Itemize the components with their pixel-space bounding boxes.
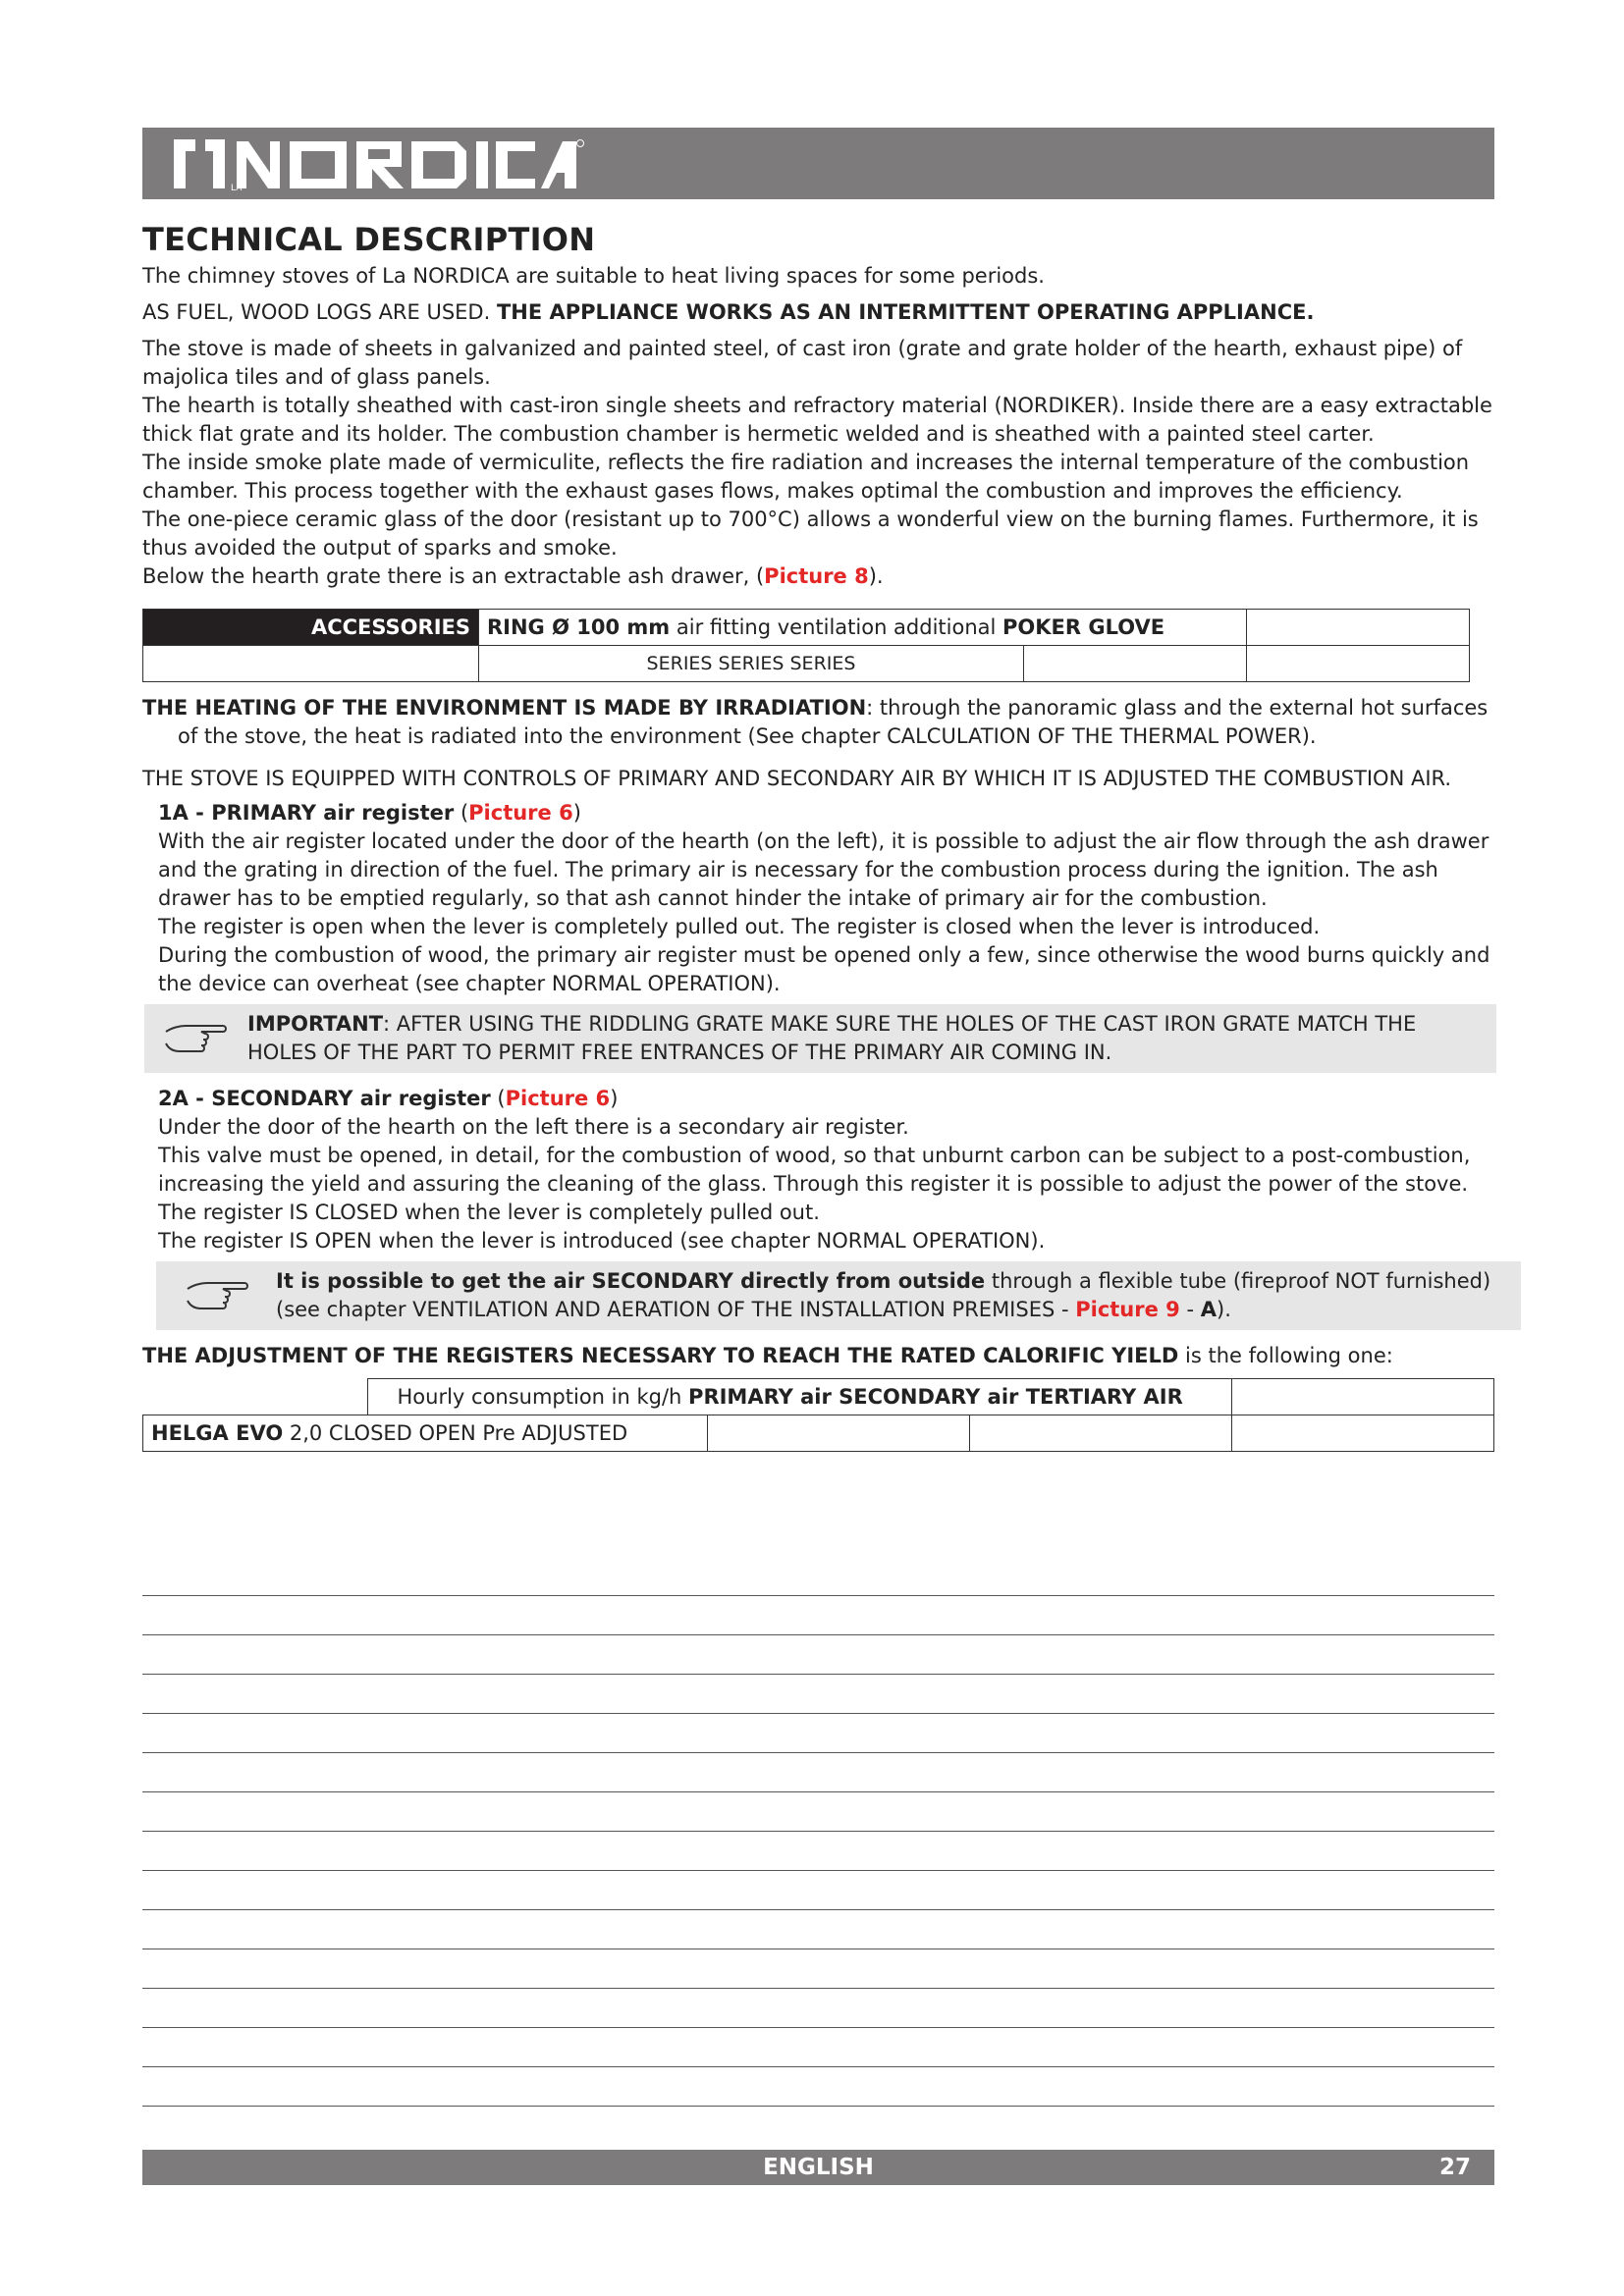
secondary-heading-text: 2A - SECONDARY air register bbox=[158, 1087, 491, 1110]
accessories-empty-cell bbox=[143, 646, 479, 682]
desc-paragraph-2: The hearth is totally sheathed with cast-iron single sheets and refractory material (NORDIKER). Inside there are a easy extractable thick flat grate and its holder. The combustion chamber is hermetic welded and is sheathed with a painted steel carter. bbox=[142, 394, 1492, 446]
la-nordica-logo bbox=[172, 133, 584, 194]
registers-values: 2,0 CLOSED OPEN Pre ADJUSTED bbox=[283, 1420, 628, 1445]
note-line bbox=[142, 1595, 1494, 1596]
registers-row bbox=[143, 1415, 708, 1452]
registers-header-bold: PRIMARY air SECONDARY air TERTIARY AIR bbox=[688, 1384, 1183, 1409]
adjust-text: is the following one: bbox=[1178, 1344, 1393, 1367]
desc-paragraph-4: The one-piece ceramic glass of the door (resistant up to 700°C) allows a wonderful view on the burning flames. Furthermore, it is thus avoided the output of sparks and smoke. bbox=[142, 507, 1479, 560]
secondary-note-a: A bbox=[1200, 1298, 1217, 1321]
note-line bbox=[142, 2027, 1494, 2028]
main-content bbox=[142, 221, 1494, 1452]
secondary-note-sep: - bbox=[1179, 1298, 1201, 1321]
registers-empty-cell bbox=[1232, 1379, 1494, 1415]
important-text: : AFTER USING THE RIDDLING GRATE MAKE SURE THE HOLES OF THE CAST IRON GRATE MATCH THE HOLES OF THE PART TO PERMIT FREE ENTRANCES OF THE PRIMARY AIR COMING IN. bbox=[247, 1012, 1417, 1064]
acc-ring-desc: air fitting ventilation additional bbox=[670, 614, 1003, 639]
secondary-paragraph-2: This valve must be opened, in detail, for the combustion of wood, so that unburnt carbon can be subject to a post-combustion, increasing the yield and assuring the cleaning of the glass. Through this register it is possible to adjust the power of the stove. bbox=[158, 1144, 1471, 1196]
primary-paren-open: ( bbox=[454, 801, 469, 825]
secondary-paragraph-3: The register IS CLOSED when the lever is completely pulled out. bbox=[158, 1201, 820, 1224]
accessories-empty-cell bbox=[1247, 646, 1470, 682]
page-number: 27 bbox=[1438, 2155, 1471, 2180]
primary-paren-close: ) bbox=[572, 801, 581, 825]
secondary-note-end: ). bbox=[1217, 1298, 1231, 1321]
footer-language: ENGLISH bbox=[763, 2155, 874, 2180]
header-bar bbox=[142, 128, 1494, 199]
note-line bbox=[142, 1752, 1494, 1753]
accessories-row-2: SERIES SERIES SERIES bbox=[479, 646, 1024, 682]
accessories-row-1 bbox=[479, 610, 1247, 646]
note-line bbox=[142, 1988, 1494, 1989]
adjust-bold: THE ADJUSTMENT OF THE REGISTERS NECESSARY TO REACH THE RATED CALORIFIC YIELD bbox=[142, 1344, 1179, 1367]
secondary-note-line-2 bbox=[276, 1296, 1509, 1324]
heating-bold: THE HEATING OF THE ENVIRONMENT IS MADE BY IRRADIATION bbox=[142, 696, 867, 720]
secondary-paragraph-1: Under the door of the hearth on the left there is a secondary air register. bbox=[158, 1115, 909, 1139]
adjust-paragraph bbox=[142, 1342, 1494, 1370]
pointing-hand-icon bbox=[162, 1016, 231, 1055]
fuel-paragraph bbox=[142, 298, 1494, 327]
secondary-heading bbox=[142, 1085, 1494, 1113]
registers-empty-cell bbox=[1232, 1415, 1494, 1452]
registers-empty-cell bbox=[143, 1379, 368, 1415]
secondary-note-line-1 bbox=[276, 1267, 1509, 1296]
note-line bbox=[142, 1870, 1494, 1871]
important-note bbox=[144, 1004, 1496, 1073]
fuel-text: AS FUEL, WOOD LOGS ARE USED. bbox=[142, 300, 497, 324]
note-line bbox=[142, 1791, 1494, 1792]
accessories-empty-cell bbox=[1247, 610, 1470, 646]
notes-lines bbox=[142, 1595, 1494, 2145]
primary-heading bbox=[142, 799, 1494, 828]
pointing-hand-icon bbox=[184, 1273, 252, 1312]
primary-heading-text: 1A - PRIMARY air register bbox=[158, 801, 455, 825]
note-line bbox=[142, 2066, 1494, 2067]
ash-text: Below the hearth grate there is an extractable ash drawer, ( bbox=[142, 564, 765, 588]
secondary-paren-close: ) bbox=[610, 1087, 619, 1110]
ash-end: ). bbox=[868, 564, 884, 588]
primary-paragraph-1: With the air register located under the door of the hearth (on the left), it is possible to adjust the air flow through the ash drawer and the grating in direction of the fuel. The primary air is necessary for the combustion process during the ignition. The ash drawer has to be emptied regularly, so that ash cannot hinder the intake of primary air for the combustion. bbox=[158, 829, 1489, 910]
registers-empty-cell bbox=[970, 1415, 1232, 1452]
secondary-picture-6-link[interactable]: Picture 6 bbox=[505, 1087, 611, 1110]
note-line bbox=[142, 1831, 1494, 1832]
desc-paragraph-1: The stove is made of sheets in galvanized and painted steel, of cast iron (grate and grate holder of the hearth, exhaust pipe) of majolica tiles and of glass panels. bbox=[142, 337, 1463, 389]
secondary-note bbox=[156, 1261, 1521, 1330]
secondary-paragraph-4: The register IS OPEN when the lever is introduced (see chapter NORMAL OPERATION). bbox=[158, 1229, 1046, 1253]
note-line bbox=[142, 1713, 1494, 1714]
secondary-note-bold: It is possible to get the air SECONDARY directly from outside bbox=[276, 1269, 986, 1293]
accessories-empty-cell bbox=[1024, 646, 1247, 682]
controls-paragraph: THE STOVE IS EQUIPPED WITH CONTROLS OF PRIMARY AND SECONDARY AIR BY WHICH IT IS ADJUSTED THE COMBUSTION AIR. bbox=[142, 767, 1452, 790]
intro-paragraph: The chimney stoves of La NORDICA are suitable to heat living spaces for some periods. bbox=[142, 264, 1045, 288]
note-line bbox=[142, 2106, 1494, 2107]
registers-model: HELGA EVO bbox=[151, 1420, 284, 1445]
fuel-bold: THE APPLIANCE WORKS AS AN INTERMITTENT OPERATING APPLIANCE. bbox=[496, 300, 1315, 324]
registers-header-text: Hourly consumption in kg/h bbox=[397, 1384, 689, 1409]
acc-poker: POKER GLOVE bbox=[1002, 614, 1165, 639]
secondary-paren-open: ( bbox=[490, 1087, 506, 1110]
heating-text: : through the panoramic glass and the external hot surfaces of the stove, the heat is radiated into the environment (See chapter CALCULATION OF THE THERMAL POWER). bbox=[178, 696, 1489, 748]
accessories-header: ACCESSORIES bbox=[143, 610, 479, 646]
primary-paragraph-2: The register is open when the lever is completely pulled out. The register is closed when the lever is introduced. bbox=[158, 915, 1321, 938]
ash-paragraph bbox=[142, 562, 1494, 591]
registers-header bbox=[367, 1379, 1232, 1415]
footer-bar bbox=[142, 2150, 1494, 2185]
primary-picture-6-link[interactable]: Picture 6 bbox=[468, 801, 573, 825]
important-label: IMPORTANT bbox=[247, 1012, 384, 1036]
secondary-note-text: through a flexible tube (fireproof NOT furnished) bbox=[985, 1269, 1491, 1293]
note-line bbox=[142, 1674, 1494, 1675]
acc-ring: RING Ø 100 mm bbox=[487, 614, 671, 639]
registers-table bbox=[142, 1378, 1494, 1452]
picture-8-link[interactable]: Picture 8 bbox=[764, 564, 869, 588]
note-line bbox=[142, 1909, 1494, 1910]
primary-paragraph-3: During the combustion of wood, the primary air register must be opened only a few, since otherwise the wood burns quickly and the device can overheat (see chapter NORMAL OPERATION). bbox=[158, 943, 1490, 995]
secondary-note-ref: (see chapter VENTILATION AND AERATION OF THE INSTALLATION PREMISES - bbox=[276, 1298, 1076, 1321]
accessories-table bbox=[142, 609, 1470, 682]
desc-paragraph-3: The inside smoke plate made of vermiculite, reflects the fire radiation and increases the internal temperature of the combustion chamber. This process together with the exhaust gases flows, makes optimal the combustion and improves the efficiency. bbox=[142, 451, 1470, 503]
heating-paragraph bbox=[142, 694, 1494, 751]
registers-empty-cell bbox=[708, 1415, 970, 1452]
logo-la-prefix: LA bbox=[231, 184, 243, 193]
picture-9-link[interactable]: Picture 9 bbox=[1075, 1298, 1180, 1321]
note-line bbox=[142, 1634, 1494, 1635]
page-title: TECHNICAL DESCRIPTION bbox=[142, 221, 596, 258]
